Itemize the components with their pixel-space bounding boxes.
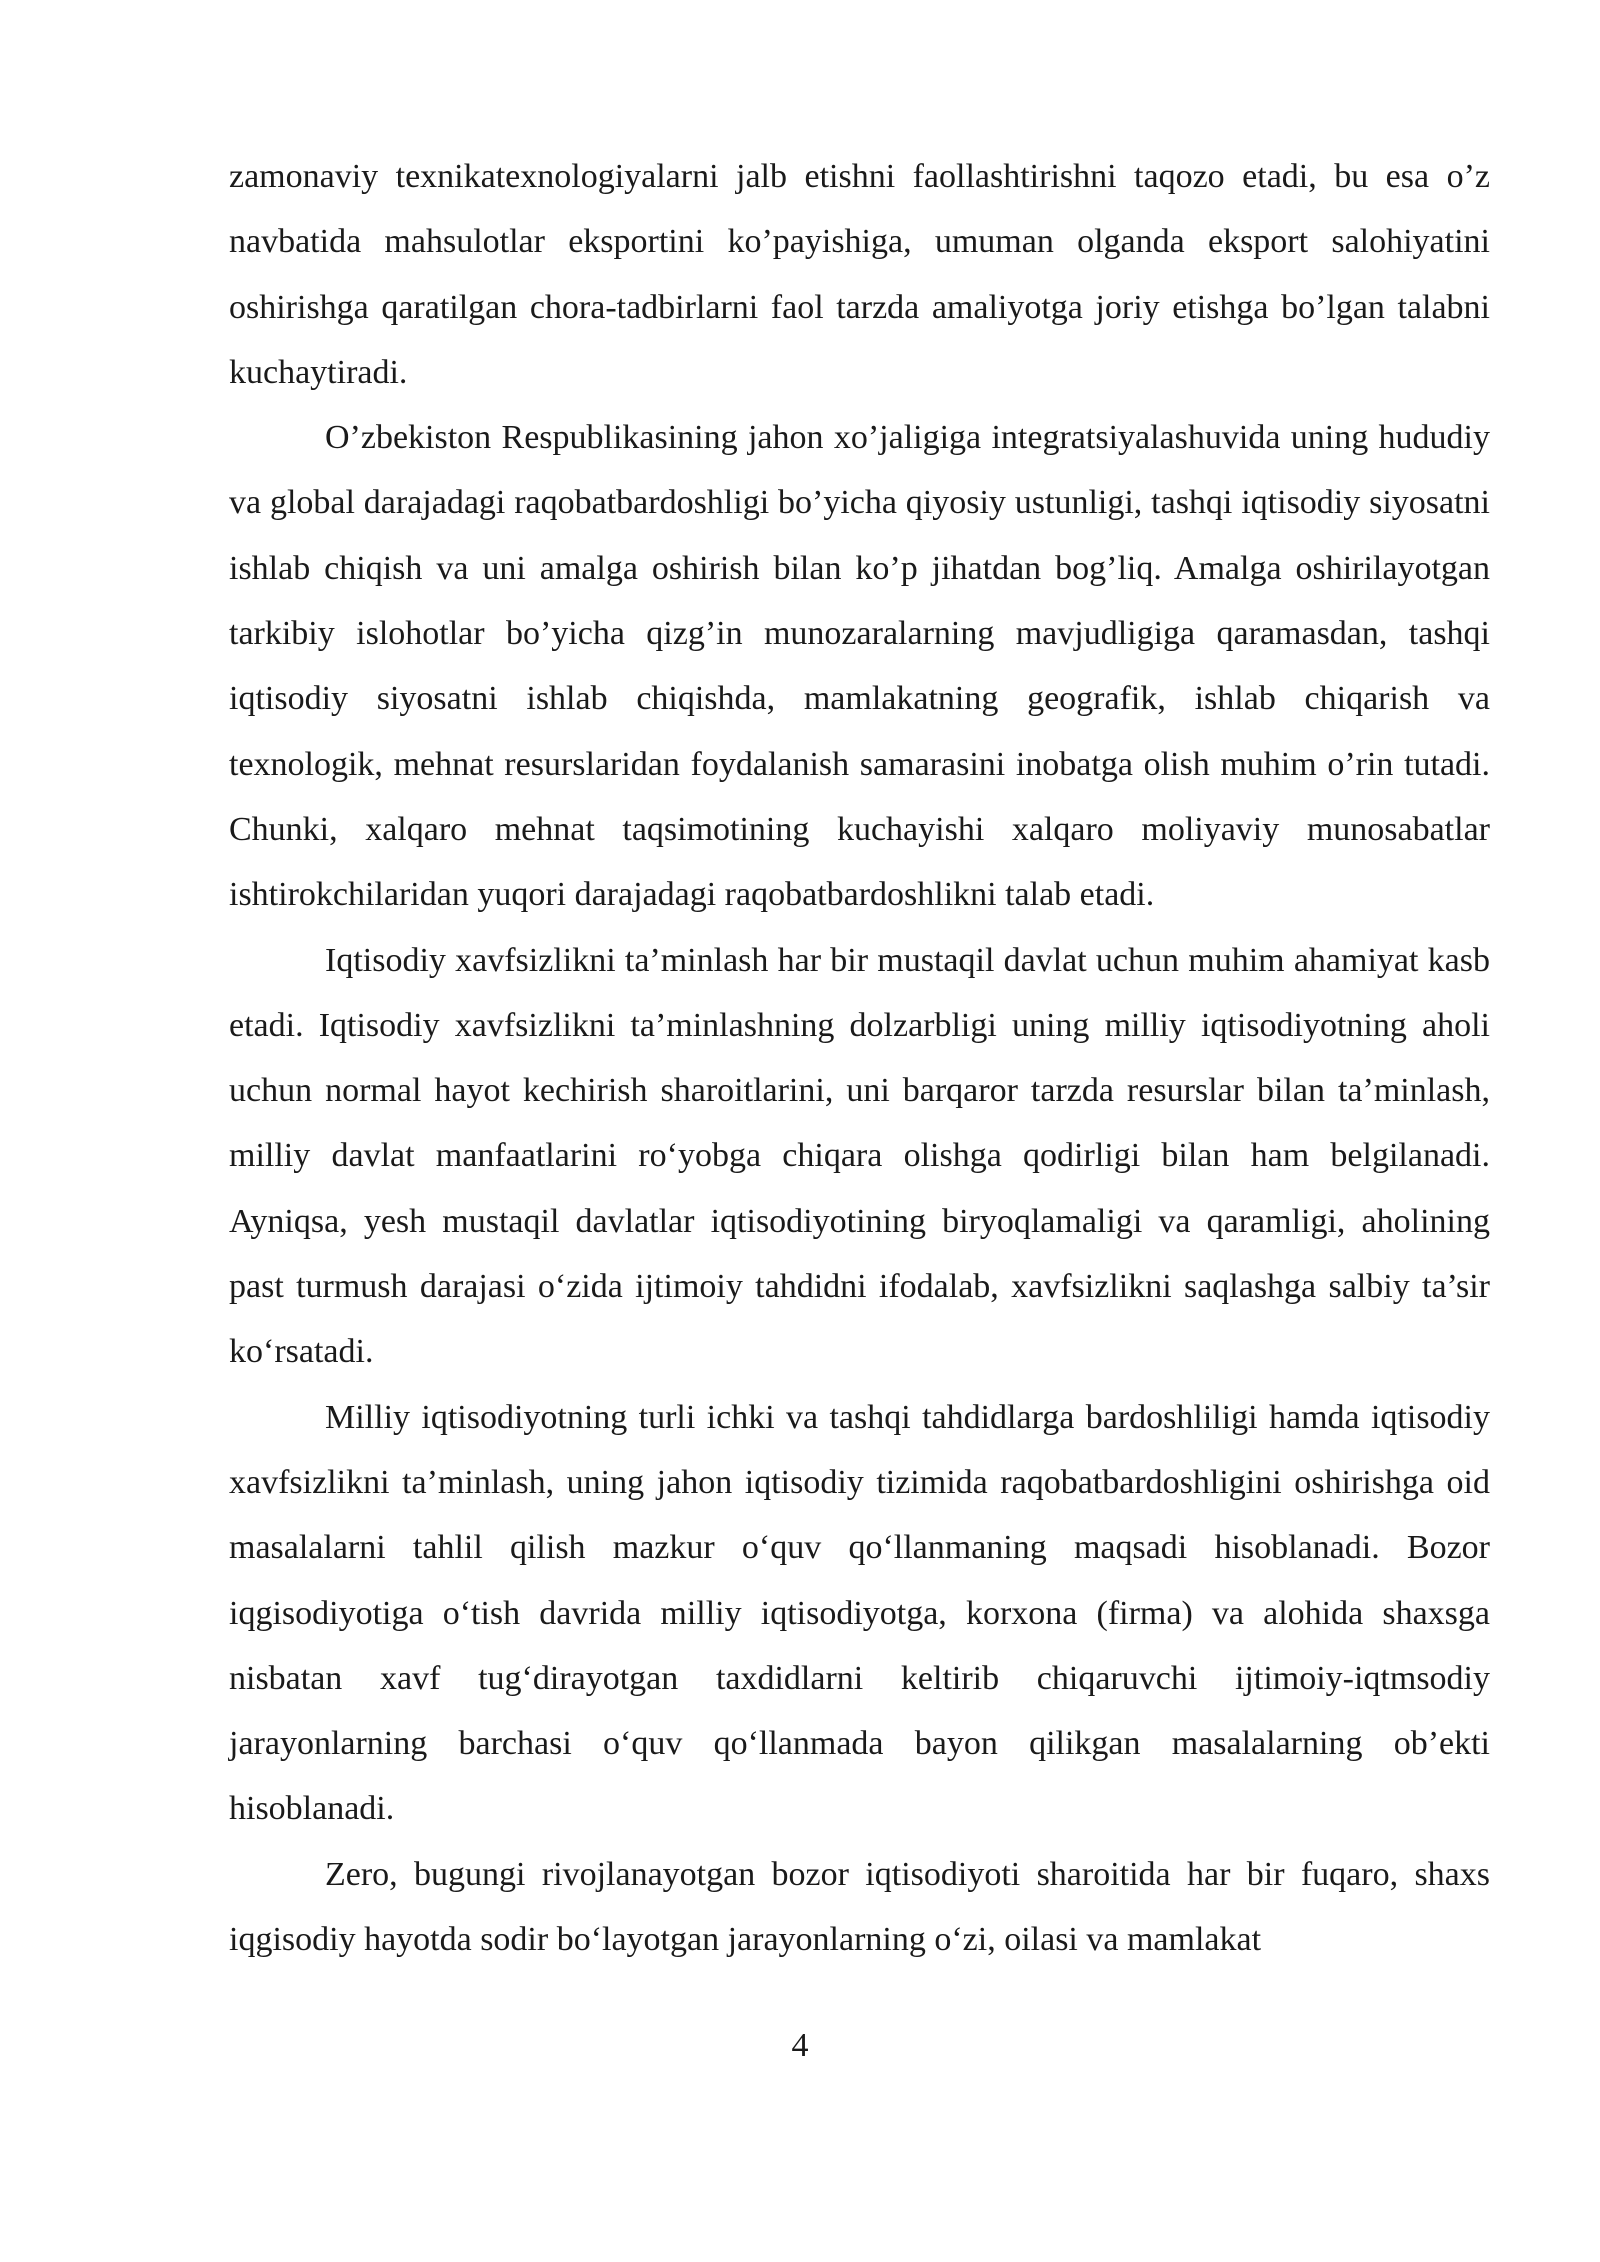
page-number: 4 [791,2027,809,2064]
paragraph-4: Milliy iqtisodiyotning turli ichki va tashqi tahdidlarga bardoshliligi hamda iqtisodiy xavfsizlikni ta’minlash, uning jahon iqtisodiy tizimida raqobatbardoshligini oshirishga oid masalalarni tahlil qilish mazkur o‘quv qo‘llanmaning maqsadi hisoblanadi. Bozor iqgisodiyotiga o‘tish davrida milliy iqtisodiyotga, korxona (firma) va alohida shaxsga nisbatan xavf tug‘dirayotgan taxdidlarni keltirib chiqaruvchi ijtimoiy-iqtmsodiy jarayonlarning barchasi o‘quv qo‘llanmada bayon qilikgan masalalarning ob’ekti hisoblanadi. [229,1398,1490,1828]
paragraph-5: Zero, bugungi rivojlanayotgan bozor iqtisodiyoti sharoitida har bir fuqaro, shaxs iqgisodiy hayotda sodir bo‘layotgan jarayonlarning o‘zi, oilasi va mamlakat [229,1855,1490,1959]
body-text [229,144,1490,1972]
paragraph-1: zamonaviy texnikatexnologiyalarni jalb etishni faollashtirishni taqozo etadi, bu esa o’z navbatida mahsulotlar eksportini ko’payishiga, umuman olganda eksport salohiyatini oshirishga qaratilgan chora-tadbirlarni faol tarzda amaliyotga joriy etishga bo’lgan talabni kuchaytiradi. [229,158,1490,391]
paragraph-3: Iqtisodiy xavfsizlikni ta’minlash har bir mustaqil davlat uchun muhim ahamiyat kasb etadi. Iqtisodiy xavfsizlikni ta’minlashning dolzarbligi uning milliy iqtisodiyotning aholi uchun normal hayot kechirish sharoitlarini, uni barqaror tarzda resurslar bilan ta’minlash, milliy davlat manfaatlarini ro‘yobga chiqara olishga qodirligi bilan ham belgilanadi. Ayniqsa, yesh mustaqil davlatlar iqtisodiyotining biryoqlamaligi va qaramligi, aholining past turmush darajasi o‘zida ijtimoiy tahdidni ifodalab, xavfsizlikni saqlashga salbiy ta’sir ko‘rsatadi. [229,941,1490,1371]
paragraph-2: O’zbekiston Respublikasining jahon xo’jaligiga integratsiyalashuvida uning hududiy va global darajadagi raqobatbardoshligi bo’yicha qiyosiy ustunligi, tashqi iqtisodiy siyosatni ishlab chiqish va uni amalga oshirish bilan ko’p jihatdan bog’liq. Amalga oshirilayotgan tarkibiy islohotlar bo’yicha qizg’in munozaralarning mavjudligiga qaramasdan, tashqi iqtisodiy siyosatni ishlab chiqishda, mamlakatning geografik, ishlab chiqarish va texnologik, mehnat resurslaridan foydalanish samarasini inobatga olish muhim o’rin tutadi. Chunki, xalqaro mehnat taqsimotining kuchayishi xalqaro moliyaviy munosabatlar ishtirokchilaridan yuqori darajadagi raqobatbardoshlikni talab etadi. [229,419,1490,914]
